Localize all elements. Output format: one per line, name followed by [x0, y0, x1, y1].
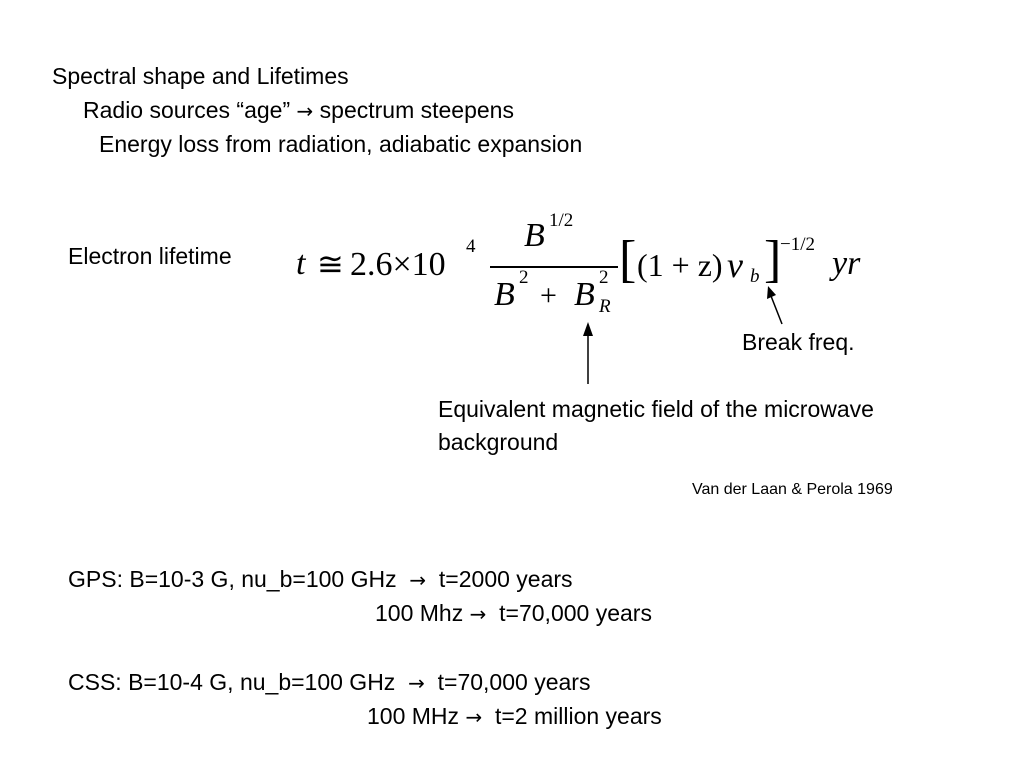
equivalent-field-label-line1: Equivalent magnetic field of the microwave: [438, 396, 874, 422]
gps-line-2: [375, 599, 652, 628]
break-freq-label: Break freq.: [742, 329, 855, 355]
left-bracket: [: [619, 231, 637, 288]
denominator-B: B: [494, 276, 515, 313]
right-arrow-icon: →: [296, 99, 314, 123]
nu-symbol: ν: [727, 245, 743, 285]
gps-line-1-condition: GPS: B=10-3 G, nu_b=100 GHz: [68, 566, 397, 592]
right-arrow-icon: →: [465, 705, 483, 729]
right-arrow-icon: →: [408, 671, 425, 695]
break-freq-arrow: [767, 286, 782, 324]
formula-t: t: [296, 245, 306, 282]
bracket-exponent: −1/2: [780, 234, 815, 255]
slide-title: Spectral shape and Lifetimes: [52, 63, 349, 89]
denominator-BR-subscript: R: [599, 296, 611, 317]
gps-line-1-result: t=2000 years: [438, 566, 573, 592]
formula-coefficient-exponent: 4: [466, 236, 476, 257]
css-line-1-result: t=70,000 years: [437, 669, 591, 695]
gps-line-2-condition: 100 Mhz: [375, 600, 464, 626]
gps-line-1: [68, 565, 573, 594]
aging-statement-text: Radio sources “age”: [83, 97, 291, 123]
numerator-B: B: [524, 217, 545, 254]
css-line-2-result: t=2 million years: [494, 703, 662, 729]
denominator-B-exponent: 2: [519, 267, 529, 288]
magnetic-field-arrow: [583, 322, 593, 384]
equivalent-field-label-line2: background: [438, 429, 559, 455]
right-arrow-icon: →: [469, 602, 487, 626]
numerator-exponent: 1/2: [549, 210, 574, 231]
energy-loss-statement: Energy loss from radiation, adiabatic expansion: [99, 131, 583, 157]
right-bracket: ]: [764, 231, 782, 288]
right-arrow-icon: →: [409, 568, 427, 592]
electron-lifetime-label: Electron lifetime: [68, 243, 232, 269]
reference-citation: Van der Laan & Perola 1969: [692, 481, 893, 498]
formula-unit: yr: [832, 245, 861, 282]
aging-statement-result: spectrum steepens: [319, 97, 514, 123]
redshift-term: (1 + z): [637, 247, 723, 283]
denominator-plus: +: [540, 279, 557, 312]
nu-subscript: b: [750, 266, 760, 287]
css-line-1: [68, 668, 590, 697]
denominator-BR-exponent: 2: [599, 267, 609, 288]
approx-equal-icon: ≅: [317, 246, 344, 282]
formula-coefficient: 2.6×10: [350, 246, 446, 283]
css-line-2: [367, 702, 662, 731]
css-line-2-condition: 100 MHz: [367, 703, 460, 729]
denominator-BR: B: [574, 276, 595, 313]
gps-line-2-result: t=70,000 years: [499, 600, 652, 626]
css-line-1-condition: CSS: B=10-4 G, nu_b=100 GHz: [68, 669, 396, 695]
